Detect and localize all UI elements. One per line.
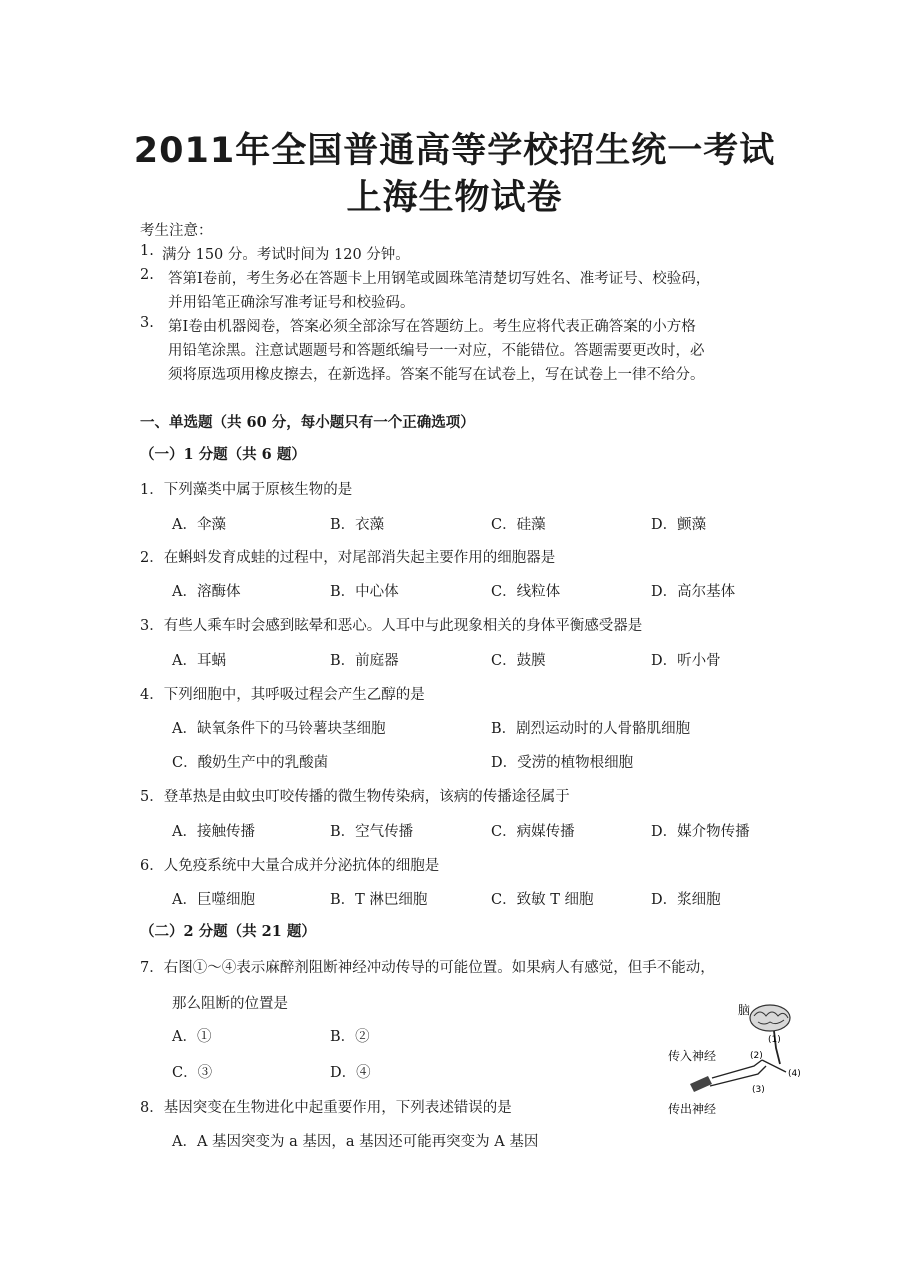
answer-option: C．病媒传播 — [491, 824, 575, 840]
answer-option: A．缺氧条件下的马铃薯块茎细胞 — [172, 721, 386, 737]
exam-title: 2011年全国普通高等学校招生统一考试 — [133, 131, 776, 171]
answer-option: D．听小骨 — [651, 653, 721, 669]
question-stem-continued: 那么阻断的位置是 — [172, 996, 288, 1012]
answer-option: A．溶酶体 — [172, 584, 241, 600]
answer-option: A．① — [172, 1029, 212, 1045]
answer-option: D．媒介物传播 — [651, 824, 750, 840]
answer-option: B．空气传播 — [330, 824, 414, 840]
answer-option: B．② — [330, 1029, 370, 1045]
answer-option: C．③ — [172, 1065, 213, 1081]
answer-option: A．A 基因突变为 a 基因，a 基因还可能再突变为 A 基因 — [172, 1134, 539, 1150]
question-stem: 2．在蝌蚪发育成蛙的过程中，对尾部消失起主要作用的细胞器是 — [140, 550, 556, 566]
notice-item-text: 满分 150 分。考试时间为 120 分钟。 — [162, 247, 410, 263]
answer-option: A．伞藻 — [172, 517, 226, 533]
answer-option: B．衣藻 — [330, 517, 385, 533]
answer-option: C．硅藻 — [491, 517, 546, 533]
answer-option: D．④ — [330, 1065, 371, 1081]
answer-option: D．受涝的植物根细胞 — [491, 755, 634, 771]
part-heading: （二）2 分题（共 21 题） — [140, 923, 316, 940]
notice-item-number: 3. — [140, 315, 154, 331]
notice-item-text: 须将原选项用橡皮擦去，在新选择。答案不能写在试卷上，写在试卷上一律不给分。 — [168, 367, 705, 383]
notice-heading: 考生注意： — [140, 223, 213, 239]
answer-option: D．浆细胞 — [651, 892, 721, 908]
answer-option: D．颤藻 — [651, 517, 707, 533]
marker-3: (3) — [752, 1085, 765, 1095]
exam-subtitle: 上海生物试卷 — [346, 178, 563, 218]
notice-item-number: 2. — [140, 267, 154, 283]
notice-item-number: 1. — [140, 243, 154, 259]
notice-item-text: 答第Ⅰ卷前，考生务必在答题卡上用钢笔或圆珠笔清楚切写姓名、准考证号、校验码， — [168, 271, 711, 287]
answer-option: A．接触传播 — [172, 824, 255, 840]
marker-2: (2) — [750, 1051, 763, 1061]
notice-item-text: 并用铅笔正确涂写准考证号和校验码。 — [168, 295, 415, 311]
notice-item-text: 第Ⅰ卷由机器阅卷，答案必须全部涂写在答题纺上。考生应将代表正确答案的小方格 — [168, 319, 696, 335]
marker-1: (1) — [768, 1035, 781, 1045]
question-stem: 4．下列细胞中，其呼吸过程会产生乙醇的是 — [140, 687, 425, 703]
brain-shape — [750, 1005, 790, 1031]
answer-option: B．T 淋巴细胞 — [330, 892, 428, 908]
answer-option: A．耳蜗 — [172, 653, 226, 669]
question-stem: 8．基因突变在生物进化中起重要作用，下列表述错误的是 — [140, 1100, 512, 1116]
answer-option: B．剧烈运动时的人骨骼肌细胞 — [491, 721, 691, 737]
marker-4: (4) — [788, 1069, 801, 1079]
question-stem: 7．右图①～④表示麻醉剂阻断神经冲动传导的可能位置。如果病人有感觉，但手不能动， — [140, 960, 715, 976]
answer-option: A．巨噬细胞 — [172, 892, 255, 908]
diagram-label-brain: 脑 — [738, 1003, 751, 1017]
answer-option: B．中心体 — [330, 584, 399, 600]
effector-shape — [690, 1076, 712, 1092]
answer-option: B．前庭器 — [330, 653, 399, 669]
diagram-label-efferent: 传出神经 — [668, 1102, 717, 1116]
question-stem: 1．下列藻类中属于原核生物的是 — [140, 482, 353, 498]
diagram-label-afferent: 传入神经 — [668, 1049, 717, 1063]
answer-option: D．高尔基体 — [651, 584, 736, 600]
notice-item-text: 用铅笔涂黑。注意试题题号和答题纸编号一一对应，不能错位。答题需要更改时，必 — [168, 343, 705, 359]
answer-option: C．酸奶生产中的乳酸菌 — [172, 755, 329, 771]
answer-option: C．线粒体 — [491, 584, 561, 600]
answer-option: C．鼓膜 — [491, 653, 546, 669]
nerve-pathway-figure — [662, 1000, 812, 1120]
answer-option: C．致敏 T 细胞 — [491, 892, 594, 908]
part-heading: （一）1 分题（共 6 题） — [140, 446, 306, 463]
question-stem: 6．人免疫系统中大量合成并分泌抗体的细胞是 — [140, 858, 440, 874]
question-stem: 3．有些人乘车时会感到眩晕和恶心。人耳中与此现象相关的身体平衡感受器是 — [140, 618, 643, 634]
question-stem: 5．登革热是由蚊虫叮咬传播的微生物传染病，该病的传播途径属于 — [140, 789, 570, 805]
nerve-pathway-diagram — [662, 1000, 812, 1120]
section-heading: 一、单选题（共 60 分，每小题只有一个正确选项） — [140, 414, 475, 431]
